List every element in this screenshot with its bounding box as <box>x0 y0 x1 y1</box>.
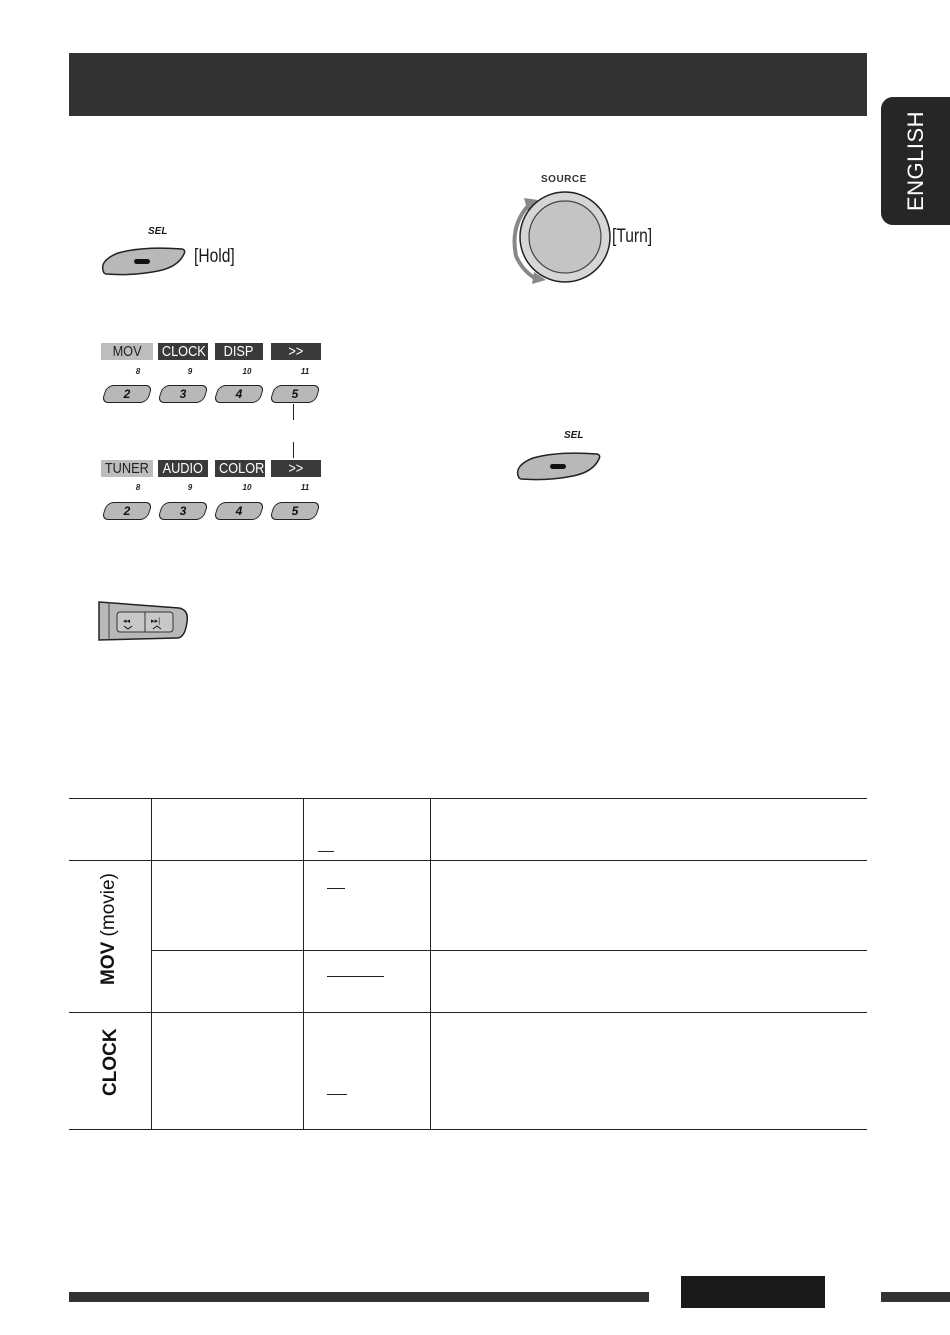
table-row-border <box>151 950 867 951</box>
row-label-mov: MOV (movie) <box>98 873 119 985</box>
number-label: 9 <box>187 483 193 492</box>
preset-button-3: 3 <box>160 502 206 520</box>
number-label: 9 <box>187 367 193 376</box>
tag-next: >> <box>271 460 321 477</box>
svg-text:▸▸|: ▸▸| <box>151 617 161 625</box>
table-column-border <box>430 798 431 1129</box>
preset-button-4: 4 <box>216 385 262 403</box>
footer-bar-right <box>881 1292 950 1302</box>
number-label: 10 <box>242 367 252 376</box>
source-dial-icon <box>508 186 613 286</box>
seek-buttons-icon <box>97 594 193 644</box>
preset-button-2: 2 <box>104 502 150 520</box>
underline-mark <box>327 888 345 889</box>
tag-clock: CLOCK <box>158 343 208 360</box>
underline-mark <box>327 976 384 977</box>
tag-next: >> <box>271 343 321 360</box>
preset-button-5: 5 <box>272 385 318 403</box>
number-label: 8 <box>135 483 141 492</box>
hold-hint: [Hold] <box>194 246 235 267</box>
language-tab <box>881 97 950 225</box>
table-column-border <box>303 798 304 1129</box>
underline-mark <box>318 851 334 852</box>
table-bottom-border <box>69 1129 867 1130</box>
tag-disp: DISP <box>215 343 263 360</box>
table-row-border <box>69 1012 867 1013</box>
row-label-clock: CLOCK <box>100 1028 121 1096</box>
preset-button-4: 4 <box>216 502 262 520</box>
preset-button-2: 2 <box>104 385 150 403</box>
sel-button-icon <box>513 448 603 482</box>
sel-label: SEL <box>564 430 584 441</box>
number-label: 10 <box>242 483 252 492</box>
preset-button-5: 5 <box>272 502 318 520</box>
turn-hint: [Turn] <box>612 226 653 247</box>
language-label: ENGLISH <box>902 110 928 212</box>
footer-bar <box>69 1292 649 1302</box>
tag-audio: AUDIO <box>158 460 208 477</box>
number-label: 8 <box>135 367 141 376</box>
table-column-border <box>151 798 152 1129</box>
sel-label: SEL <box>148 226 168 237</box>
section-header-bar <box>69 53 867 116</box>
page-number-block <box>681 1276 825 1308</box>
table-top-border <box>69 798 867 799</box>
svg-text:◂◂: ◂◂ <box>123 617 131 625</box>
tag-color: COLOR <box>215 460 265 477</box>
sel-button-icon <box>98 243 188 277</box>
connector-line <box>293 404 294 420</box>
source-label: SOURCE <box>541 174 587 185</box>
preset-button-3: 3 <box>160 385 206 403</box>
underline-mark <box>327 1094 347 1095</box>
number-label: 11 <box>300 367 310 376</box>
tag-tuner: TUNER <box>101 460 153 477</box>
tag-mov: MOV <box>101 343 153 360</box>
table-row-border <box>69 860 867 861</box>
number-label: 11 <box>300 483 310 492</box>
connector-line <box>293 442 294 458</box>
